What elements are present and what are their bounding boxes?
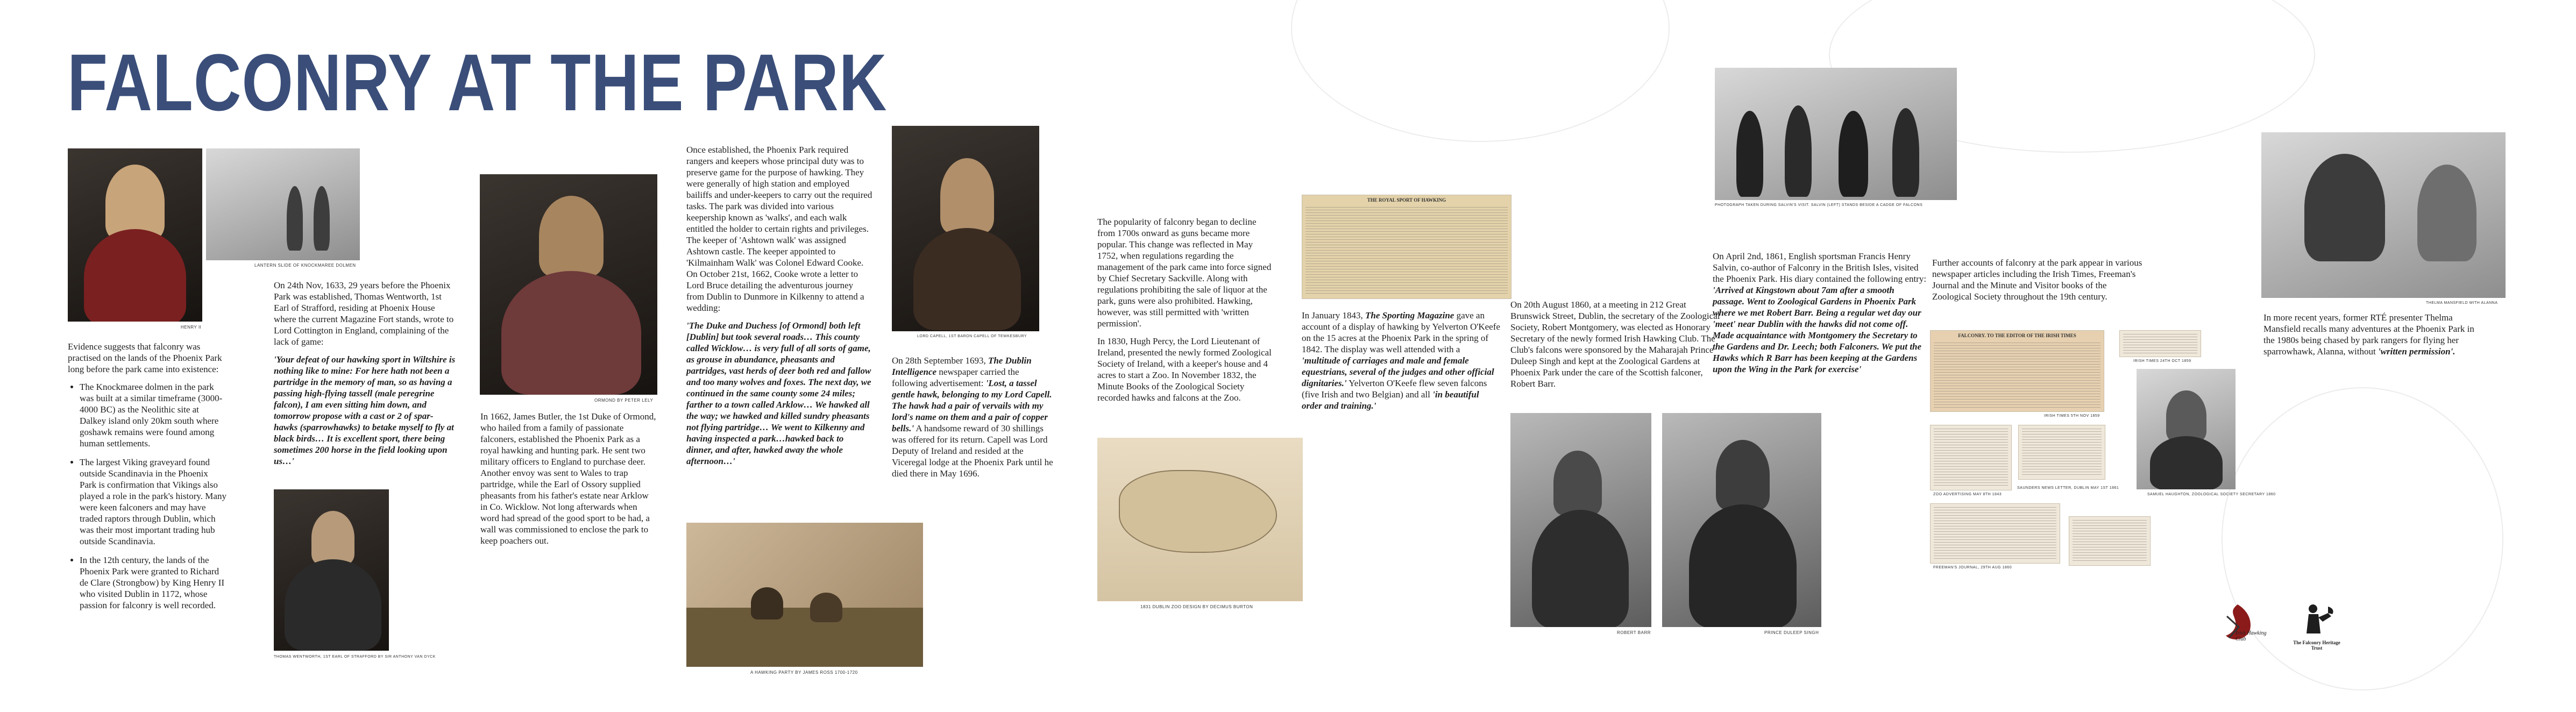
paragraph: On April 2nd, 1861, English sportsman Francis Henry Salvin, co-author of Falconry in the British Isles, visited the Phoenix Park. His diary contained the following entry: 'Arrived at Kingstown about 7am after a smooth passage. Went to Zoological Gardens in Phoenix Park where we met Robert Barr. Being a regular wet day our 'meet' near Dublin with the hawks did not come off. Made acquaintance with Montgomery the Secretary to the Gardens and Dr. Leech; both Falconers. We put the Hawks which R Barr has been keeping at the Gardens upon the Wing in the Park for exercise' xyxy=(1713,251,1927,374)
decline-text-block xyxy=(1097,216,1275,410)
thelma-mansfield-photo xyxy=(2261,132,2506,298)
irish-times-clipping-1 xyxy=(2119,330,2201,357)
irish-hawking-club-logo xyxy=(2211,600,2265,649)
intro-paragraph: Evidence suggests that falconry was practised on the lands of the Phoenix Park long before the park came into existence: xyxy=(68,341,222,374)
freemans-journal-clipping xyxy=(1930,503,2060,564)
thelma-text-block xyxy=(2263,312,2479,364)
keepers-text-block xyxy=(686,144,872,473)
henry-ii-portrait xyxy=(68,148,202,322)
caption-wentworth: THOMAS WENTWORTH, 1ST EARL OF STRAFFORD BY SIR ANTHONY VAN DYCK xyxy=(274,655,436,659)
paragraph: In more recent years, former RTÉ presenter Thelma Mansfield recalls many adventures at the Phoenix Park in the 1980s being chased by park rangers for flying her sparrowhawk, Alanna, without 'written permission'. xyxy=(2263,312,2474,357)
quote: 'Your defeat of our hawking sport in Wiltshire is nothing like to mine: For here hath not been a partridge in the memory of man, so as having a passing high-flying tassell (male peregrine falcon), I am even sitting him down, and tomorrow propose with a cast or 2 of spar-hawks (sparrowhawks) to betake myself to fly at black birds… It is excellent sport, there being sometimes 200 horse in the field looking upon us…' xyxy=(274,354,456,466)
caption-hawking: A HAWKING PARTY BY JAMES ROSS 1700-1720 xyxy=(750,670,858,675)
caption-zooadvert: ZOO ADVERTISING MAY 8TH 1843 xyxy=(1933,493,2002,496)
salvin-text-block xyxy=(1713,251,1928,381)
caption-irishtimes2: IRISH TIMES 5TH NOV 1859 xyxy=(2044,414,2100,418)
intro-text-block xyxy=(68,341,227,618)
caption-ormond: ORMOND BY PETER LELY xyxy=(594,398,654,403)
caption-group: PHOTOGRAPH TAKEN DURING SALVIN'S VISIT. SALVIN (LEFT) STANDS BESIDE A CADGE OF FALCONS xyxy=(1715,203,1923,207)
prince-duleep-singh-photo xyxy=(1662,413,1821,627)
zoo-advertising-clipping xyxy=(1930,425,2012,490)
wentworth-text-block xyxy=(274,280,457,473)
newspaper-accounts-text-block xyxy=(1932,257,2147,309)
caption-map: 1831 DUBLIN ZOO DESIGN BY DECIMUS BURTON xyxy=(1140,604,1253,609)
falconer-silhouette-icon xyxy=(2287,601,2346,639)
hawking-club-text-block xyxy=(1510,299,1726,396)
quote: 'The Duke and Duchess [of Ormond] both left [Dublin] but took several roads… This county called Wicklow… is very full of all sorts of game, as grouse in abundance, pheasants and partridges, vast herds of deer both red and fallow and too many wolves and foxes. The next day, we continued in the same county some 24 miles; farther to a town called Arklow… We hawked all the way; we hawked and killed sundry pheasants not flying partridge… We went to Kilkenny and having inspected a park…hawked back to dinner, and after, hawked away the whole afternoon…' xyxy=(686,321,871,466)
list-item: • In the 12th century, the lands of the Phoenix Park were granted to Richard de Clare (Strongbow) by King Henry II who visited Dublin in 1172, whose passion for falconry is well recorded. xyxy=(80,554,227,611)
caption-irishtimes1: IRISH TIMES 24TH OCT 1859 xyxy=(2133,359,2191,363)
irish-hawking-club-label: Irish Hawking Club xyxy=(2236,630,2267,642)
caption-saunders: SAUNDERS NEWS LETTER, DUBLIN MAY 1ST 1861 xyxy=(2017,486,2119,490)
paragraph: The popularity of falconry began to decline from 1700s onward as guns became more popular. This change was reflected in May 1752, when regulations regarding the management of the park came into force signed by Chief Secretary Sackville. Along with regulations prohibiting the sale of liquor at the park, guns were also prohibited. Hawking, however, was still permitted with 'written permission'. xyxy=(1097,217,1272,329)
falconry-heritage-trust-logo xyxy=(2287,601,2346,650)
feather-outline xyxy=(1291,0,1670,142)
hawking-party-painting xyxy=(686,523,923,667)
paragraph: Further accounts of falconry at the park appear in various newspaper articles including the Irish Times, Freeman's Journal and the Minute and Visitor books of the Zoological Society throughout the 19th century. xyxy=(1932,258,2142,302)
caption-thelma: THELMA MANSFIELD WITH ALANNA xyxy=(2426,301,2498,305)
paragraph: On 24th Nov, 1633, 29 years before the Phoenix Park was established, Thomas Wentworth, 1st Earl of Strafford, residing at Phoenix House where the current Magazine Fort stands, wrote to Lord Cottington in England, complaining of the lack of game: xyxy=(274,280,454,347)
paragraph: On 20th August 1860, at a meeting in 212 Great Brunswick Street, Dublin, the secretary of the Zoological Society, Robert Montgomery, was elected as Honorary Secretary of the newly formed Irish Hawking Club. The Club's falcons were sponsored by the Maharajah Prince Duleep Singh and kept at the Zoological Gardens at Phoenix Park under the care of the Scottish falconer, Robert Barr. xyxy=(1510,300,1720,389)
capell-text-block xyxy=(892,355,1053,486)
caption-freemans: FREEMAN'S JOURNAL, 29TH AUG 1860 xyxy=(1933,566,2012,569)
ormond-text-block xyxy=(480,411,658,553)
salvin-visit-group-photo xyxy=(1715,68,1957,200)
page-title: FALCONRY AT THE PARK xyxy=(67,37,888,127)
caption-henry: HENRY II xyxy=(181,325,202,330)
paragraph: On 28th September 1693, The Dublin Intelligence newspaper carried the following advertisement: 'Lost, a tassel gentle hawk, belonging to my Lord Capell. The hawk had a pair of vervails with my lord's name on them and a pair of copper bells.' A handsome reward of 30 shillings was offered for its return. Capell was Lord Deputy of Ireland and resided at the Viceregal lodge at the Phoenix Park until he died there in May 1696. xyxy=(892,355,1053,479)
saunders-news-letter-clipping xyxy=(2018,425,2105,480)
knockmaree-dolmen-slide xyxy=(206,148,360,260)
list-item: • The largest Viking graveyard found outside Scandinavia in the Phoenix Park is confirmation that Vikings also played a role in the park's history. Many were keen falconers and may have traded raptors through Dublin, which was their most important trading hub outside Scandinavia. xyxy=(80,457,227,547)
caption-barr: ROBERT BARR xyxy=(1617,630,1651,635)
paragraph: In January 1843, The Sporting Magazine gave an account of a display of hawking by Yelverton O'Keefe on the 15 acres at the Phoenix Park in the spring of 1842. The display was well attended with a 'multitude of carriages and male and female equestrians, several of the judges and other official dignitaries.' Yelverton O'Keefe flew seven falcons (five Irish and two Belgian) and all 'in beautiful order and training.' xyxy=(1302,310,1500,411)
caption-lantern: LANTERN SLIDE OF KNOCKMAREE DOLMEN xyxy=(254,263,356,268)
thomas-wentworth-portrait xyxy=(274,489,389,651)
paragraph: Once established, the Phoenix Park required rangers and keepers whose principal duty was to preserve game for the purpose of hawking. They were generally of high station and employed bailiffs and under-keepers to carry out the required tasks. The park was divided into various keepership known as 'walks', and each walk entitled the holder to certain rights and privileges. The keeper of 'Ashtown walk' was assigned Ashtown castle. The keeper appointed to 'Kilmainham Walk' was Colonel Edward Cooke. On October 21st, 1662, Cooke wrote a letter to Lord Bruce detailing the adventurous journey from Dublin to Dunmore in Kilkenny to attend a wedding: xyxy=(686,145,872,313)
sporting-text-block xyxy=(1302,310,1501,418)
list-item: • The Knockmaree dolmen in the park was built at a similar timeframe (3000-4000 BC) as the Neolithic site at Dalkey island only 20km south where goshawk remains were found among human settlements. xyxy=(80,381,227,449)
robert-barr-photo xyxy=(1510,413,1651,627)
caption-haughton: SAMUEL HAUGHTON, ZOOLOGICAL SOCIETY SECRETARY 1860 xyxy=(2147,493,2276,496)
dublin-zoo-map xyxy=(1097,438,1303,601)
caption-duleep: PRINCE DULEEP SINGH xyxy=(1764,630,1819,635)
irish-times-letter-clipping: FALCONRY. TO THE EDITOR OF THE IRISH TIMES xyxy=(1930,330,2104,412)
sporting-magazine-clipping: THE ROYAL SPORT OF HAWKING xyxy=(1302,195,1511,299)
falconry-heritage-trust-label: The Falconry Heritage Trust xyxy=(2293,640,2340,651)
ormond-portrait xyxy=(480,174,657,395)
samuel-haughton-portrait xyxy=(2137,369,2236,489)
caption-capell: LORD CAPELL, 1ST BARON CAPELL OF TEWKESBURY xyxy=(917,334,1027,338)
paragraph: In 1662, James Butler, the 1st Duke of Ormond, who hailed from a family of passionate falconers, established the Phoenix Park as a royal hawking and hunting park. He sent two military officers to England to purchase deer. Another envoy was sent to Wales to trap partridge, while the Earl of Ossory supplied pheasants from his father's estate near Arklow in Co. Wicklow. Not long afterwards when word had spread of the good sport to be had, a wall was commissioned to enclose the park to keep poachers out. xyxy=(480,411,656,546)
paragraph: In 1830, Hugh Percy, the Lord Lieutenant of Ireland, presented the newly formed Zoological Society of Ireland, with a keeper's house and 4 acres to start a Zoo. In November 1832, the Minute Books of the Zoological Society recorded hawks and falcons at the Zoo. xyxy=(1097,336,1272,403)
lord-capell-portrait xyxy=(892,126,1039,331)
evidence-list xyxy=(68,381,227,611)
newspaper-clipping xyxy=(2069,516,2151,566)
